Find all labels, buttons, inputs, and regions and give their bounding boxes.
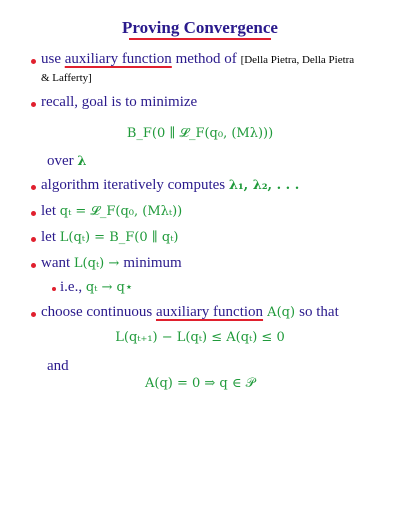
equation-objective: B_F(0 ∥ 𝓛_F(q₀, (Mλ))) <box>126 126 274 141</box>
bullet-dot <box>31 237 36 242</box>
sub-bullet-dot <box>52 287 56 291</box>
bullet-dot <box>31 59 36 64</box>
title-underline <box>129 38 271 40</box>
over-lambda-line <box>47 152 87 171</box>
l-definition: L(qₜ) = B_F(0 ∥ qₜ) <box>59 230 179 245</box>
citation: [Della Pietra, Della Pietra <box>240 54 355 66</box>
bullet-text: so that <box>299 304 339 320</box>
bullet-choose-auxiliary <box>41 303 339 322</box>
bullet-let-q <box>41 202 182 221</box>
bullet-dot <box>31 185 36 190</box>
bullet-want <box>41 254 182 273</box>
bullet-text: let <box>41 229 60 245</box>
bullet-text: use <box>41 51 65 67</box>
bullet-dot <box>31 312 36 317</box>
sub-bullet-ie <box>60 278 133 297</box>
bullet-text: want <box>41 255 74 271</box>
over-text: over <box>47 153 78 169</box>
q-converges: qₜ → q⋆ <box>85 280 133 295</box>
equation-zero-implies: A(q) = 0 ⇒ q ∈ 𝒫 <box>144 376 256 391</box>
bullet-recall-goal: recall, goal is to minimize <box>41 94 198 110</box>
bullet-text: algorithm iteratively computes <box>41 177 229 193</box>
bullet-let-l <box>41 228 179 247</box>
bullet-auxiliary-method <box>41 50 354 69</box>
q-definition: qₜ = 𝓛_F(q₀, (Mλₜ)) <box>59 204 183 219</box>
l-to-minimum: L(qₜ) → <box>73 256 124 271</box>
bullet-iterative <box>41 176 299 195</box>
lambda-symbol: λ <box>77 154 87 169</box>
bullet-text: minimum <box>123 255 182 271</box>
citation-continued: & Lafferty] <box>41 72 92 84</box>
slide-title: Proving Convergence <box>122 18 278 37</box>
auxiliary-function-term: auxiliary function <box>64 51 172 67</box>
and-text: and <box>47 358 69 374</box>
bullet-text: let <box>41 203 60 219</box>
bullet-text: choose continuous <box>41 304 156 320</box>
equation-auxiliary-bound: L(qₜ₊₁) − L(qₜ) ≤ A(qₜ) ≤ 0 <box>115 330 285 345</box>
a-of-q: A(q) <box>263 305 300 320</box>
auxiliary-function-term: auxiliary function <box>155 304 264 320</box>
bullet-dot <box>31 211 36 216</box>
bullet-dot <box>31 263 36 268</box>
bullet-text: method of <box>171 51 241 67</box>
bullet-dot <box>31 102 36 107</box>
lambda-sequence: λ₁, λ₂, . . . <box>228 178 300 193</box>
bullet-text: i.e., <box>60 279 86 295</box>
